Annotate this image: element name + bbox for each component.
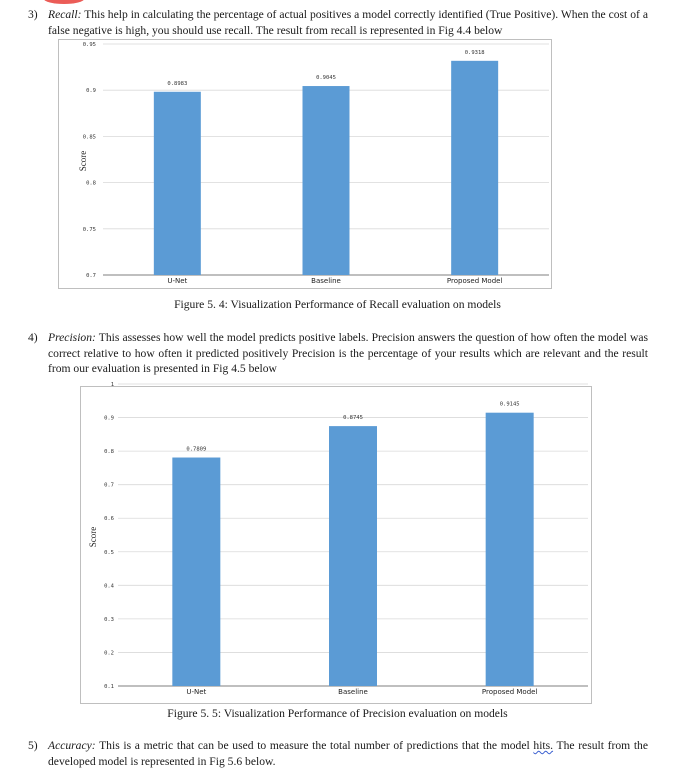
y-axis-title: Score <box>78 150 88 172</box>
y-tick-label: 0.7 <box>104 482 114 489</box>
data-label: 0.9145 <box>499 401 520 408</box>
section-accuracy <box>28 738 648 769</box>
figure-caption-precision: Figure 5. 5: Visualization Performance of Precision evaluation on models <box>167 707 508 720</box>
y-tick-label: 0.9 <box>104 415 114 422</box>
recall-chart-svg <box>58 39 552 289</box>
category-label: Baseline <box>311 277 341 285</box>
recall-description: This help in calculating the percentage of actual positives a model correctly identified (True Positive). When the cost of a false negative is high, you should use recall. The result from recall is represented in Fig 4.4 below <box>48 8 648 37</box>
bar <box>329 426 377 686</box>
term-precision: Precision: <box>48 331 96 344</box>
data-label: 0.8983 <box>167 80 188 87</box>
y-tick-label: 0.7 <box>86 273 96 279</box>
y-tick-label: 0.75 <box>82 226 96 233</box>
y-tick-label: 0.4 <box>104 583 114 590</box>
y-tick-label: 0.8 <box>104 449 114 456</box>
term-accuracy: Accuracy: <box>48 739 96 752</box>
term-recall: Recall: <box>48 8 82 21</box>
y-tick-label: 1 <box>110 382 114 388</box>
category-label: U-Net <box>167 277 188 285</box>
bar <box>154 92 201 275</box>
y-tick-label: 0.95 <box>82 42 96 48</box>
section-recall <box>28 7 648 38</box>
precision-description: This assesses how well the model predicts positive labels. Precision answers the question of how often the model was correct relative to how often it predicted positively Precision is the percentage of your results which are relevant and the result from our evaluation is presented in Fig 4.5 below <box>48 331 648 375</box>
data-label: 0.9318 <box>464 49 485 56</box>
accuracy-description-end: The result from the developed model is represented in Fig 5.6 below. <box>48 739 648 768</box>
bar <box>451 61 498 275</box>
y-tick-label: 0.5 <box>104 549 114 556</box>
y-axis-title: Score <box>88 526 98 548</box>
y-tick-label: 0.1 <box>104 684 114 690</box>
section-number: 5) <box>28 739 38 752</box>
y-tick-label: 0.6 <box>104 516 114 523</box>
data-label: 0.8745 <box>343 415 363 422</box>
precision-chart <box>80 378 592 704</box>
bar <box>172 458 220 686</box>
y-tick-label: 0.3 <box>104 616 114 623</box>
recall-chart <box>58 39 552 289</box>
accuracy-description-start: This is a metric that can be used to measure the total number of predictions that the model <box>95 739 534 752</box>
category-label: Proposed Model <box>446 277 503 285</box>
bar <box>486 413 534 686</box>
data-label: 0.9045 <box>316 75 336 82</box>
section-number: 4) <box>28 331 38 344</box>
precision-chart-svg <box>80 378 592 704</box>
category-label: U-Net <box>186 688 207 696</box>
section-number: 3) <box>28 8 38 21</box>
y-tick-label: 0.85 <box>82 134 96 141</box>
data-label: 0.7809 <box>186 446 207 453</box>
figure-caption-recall: Figure 5. 4: Visualization Performance of Recall evaluation on models <box>174 298 501 311</box>
y-tick-label: 0.2 <box>104 650 114 657</box>
category-label: Baseline <box>338 688 368 696</box>
bar <box>303 86 350 275</box>
red-mark <box>44 0 84 4</box>
category-label: Proposed Model <box>481 688 538 696</box>
section-precision <box>28 330 648 377</box>
y-tick-label: 0.8 <box>86 180 96 187</box>
spellcheck-word: hits. <box>533 739 554 752</box>
y-tick-label: 0.9 <box>86 88 96 95</box>
